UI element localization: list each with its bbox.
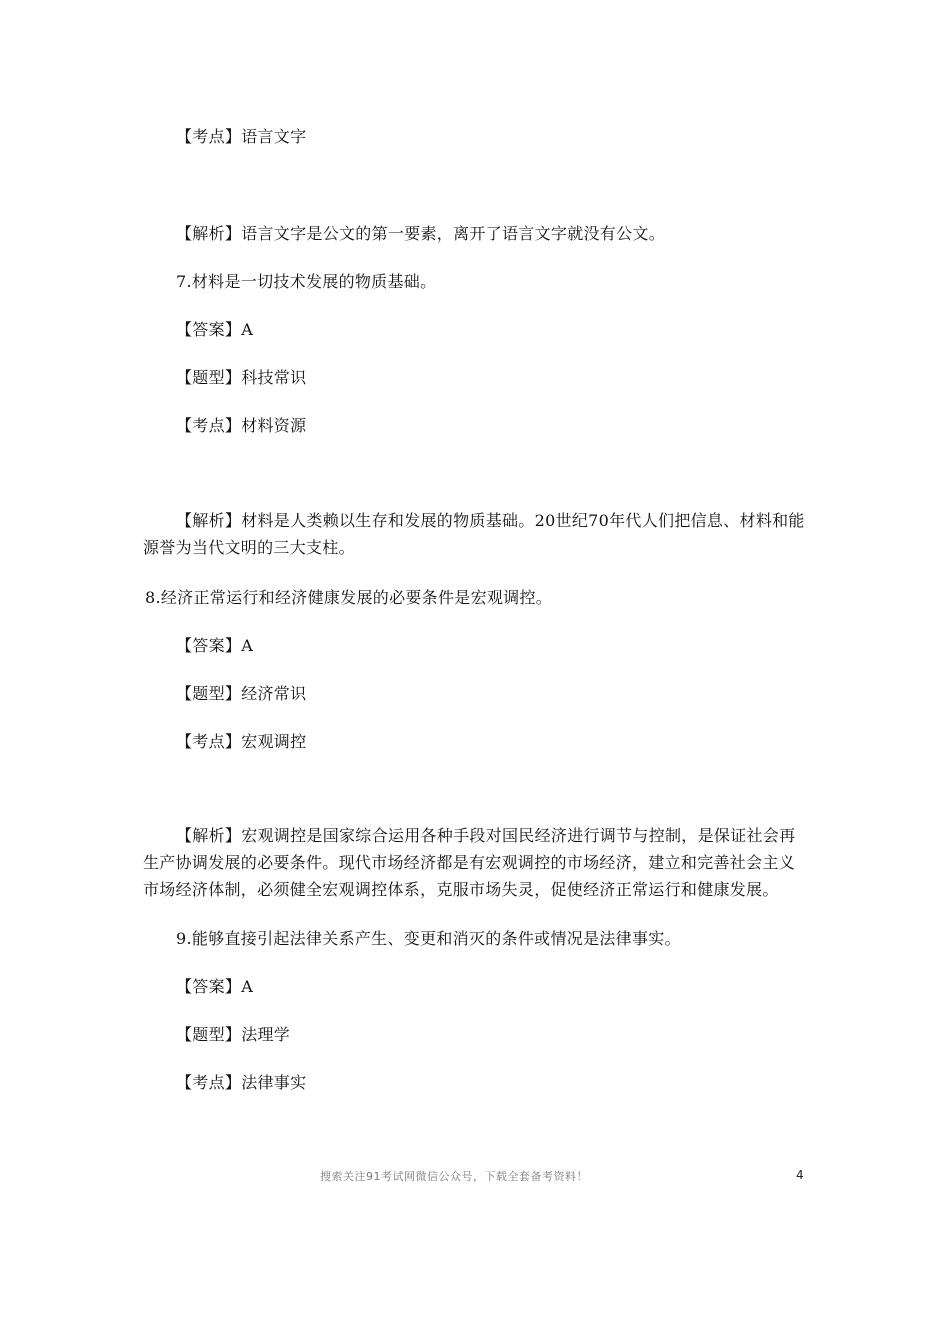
tixing-q7: 【题型】科技常识 — [176, 368, 307, 387]
daan-q7: 【答案】A — [176, 320, 254, 339]
question-9: 9.能够直接引起法律关系产生、变更和消灭的条件或情况是法律事实。 — [176, 929, 681, 948]
daan-q9: 【答案】A — [176, 977, 254, 996]
tixing-q8: 【题型】经济常识 — [176, 684, 307, 703]
question-7: 7.材料是一切技术发展的物质基础。 — [176, 272, 437, 291]
tixing-q9: 【题型】法理学 — [176, 1025, 291, 1044]
jiexi-q8 — [143, 822, 807, 903]
kaodian-q7: 【考点】材料资源 — [176, 416, 307, 435]
kaodian-q6: 【考点】语言文字 — [176, 127, 307, 146]
jiexi-q7 — [143, 507, 807, 561]
jiexi-q6: 【解析】语言文字是公文的第一要素，离开了语言文字就没有公文。 — [176, 224, 666, 243]
kaodian-q9: 【考点】法律事实 — [176, 1073, 307, 1092]
page-number: 4 — [796, 1168, 804, 1182]
question-8: 8.经济正常运行和经济健康发展的必要条件是宏观调控。 — [145, 588, 553, 607]
daan-q8: 【答案】A — [176, 636, 254, 655]
kaodian-q8: 【考点】宏观调控 — [176, 732, 307, 751]
footer-note: 搜索关注91考试网微信公众号，下载全套备考资料！ — [320, 1170, 588, 1183]
jiexi-q7-text: 【解析】材料是人类赖以生存和发展的物质基础。20世纪70年代人们把信息、材料和能源誉为当代文明的三大支柱。 — [143, 511, 805, 557]
jiexi-q8-text: 【解析】宏观调控是国家综合运用各种手段对国民经济进行调节与控制，是保证社会再生产协调发展的必要条件。现代市场经济都是有宏观调控的市场经济，建立和完善社会主义市场经济体制，必须健全宏观调控体系，克服市场失灵，促使经济正常运行和健康发展。 — [143, 826, 796, 899]
